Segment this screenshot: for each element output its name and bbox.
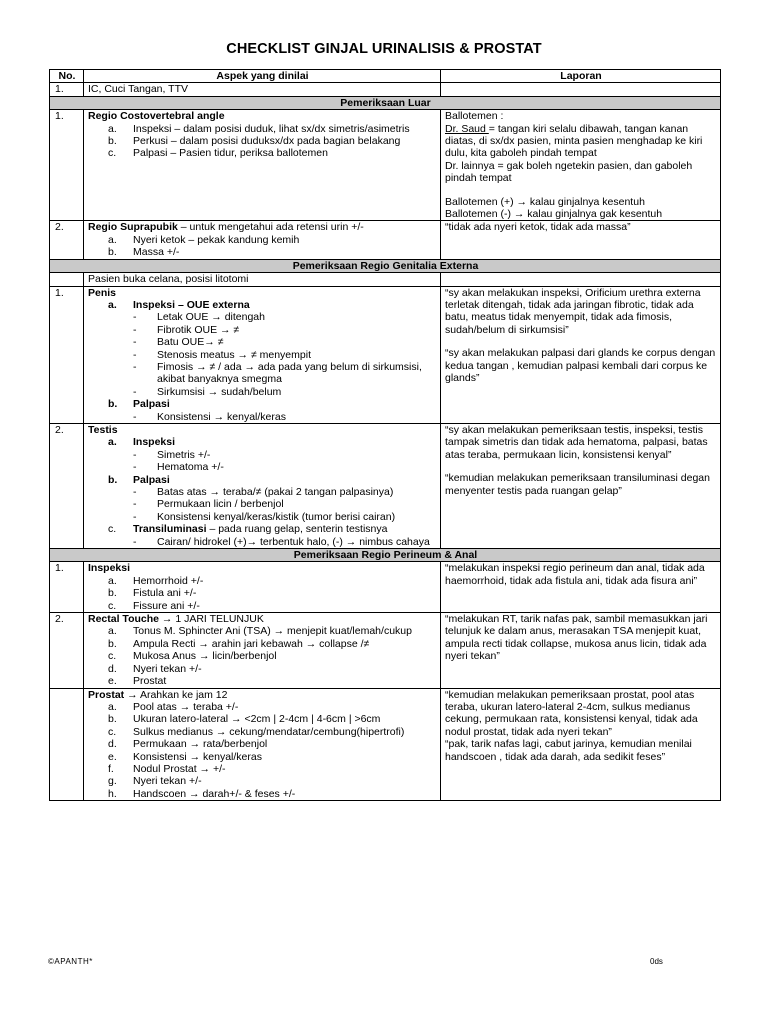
row-aspek: Pasien buka celana, posisi litotomi xyxy=(84,273,441,286)
list-item xyxy=(88,751,437,763)
list-text: Nyeri tekan +/- xyxy=(133,662,202,675)
laporan-text xyxy=(445,123,717,160)
list-text: Perkusi – dalam posisi duduksx/dx pada bagian belakang xyxy=(133,135,401,148)
list-text: Permukaan → rata/berbenjol xyxy=(133,738,268,751)
list-marker: a. xyxy=(108,122,117,135)
list-text: Permukaan licin / berbenjol xyxy=(157,498,284,511)
laporan-text: “pak, tarik nafas lagi, cabut jarinya, kemudian menilai handscoen , tidak ada darah, ada sedikit feses” xyxy=(445,738,692,763)
laporan-text: “sy akan melakukan inspeksi, Orificium urethra externa terletak ditengah, tidak ada jaringan fibrotic, tidak ada batu, meatus tidak menyempit, tidak ada fimosis, sudah/belum di sirkumsisi” xyxy=(445,286,701,336)
item-list xyxy=(88,701,437,800)
item-heading: Testis xyxy=(88,423,118,436)
list-marker: - xyxy=(133,461,137,474)
list-item xyxy=(88,650,437,662)
item-list xyxy=(88,625,437,687)
list-marker: - xyxy=(133,510,137,523)
list-marker: c. xyxy=(108,650,117,663)
list-text: Massa +/- xyxy=(133,246,180,259)
sub-heading xyxy=(88,398,437,410)
item-heading-rest: → 1 JARI TELUNJUK xyxy=(159,613,264,626)
row-aspek xyxy=(84,221,441,259)
list-marker: b. xyxy=(108,135,117,148)
sub-title: Inspeksi xyxy=(133,436,176,449)
list-text: Konsistensi → kenyal/keras xyxy=(157,410,286,423)
item-heading: Penis xyxy=(88,286,117,299)
list-text: Stenosis meatus → ≠ menyempit xyxy=(157,348,311,361)
row-number-empty xyxy=(50,688,84,801)
item-list xyxy=(88,449,437,474)
sub-heading xyxy=(88,523,437,535)
row-number: 2. xyxy=(50,221,84,259)
row-number: 1. xyxy=(50,562,84,613)
sub-heading xyxy=(88,436,437,448)
item-list xyxy=(88,536,437,548)
section-title: Pemeriksaan Luar xyxy=(50,96,721,109)
sub-title-rest: – pada ruang gelap, senterin testisnya xyxy=(206,523,388,536)
list-text: Letak OUE → ditengah xyxy=(157,311,265,324)
list-marker: g. xyxy=(108,775,117,788)
list-item xyxy=(88,386,437,398)
list-marker: a. xyxy=(108,625,117,638)
list-item xyxy=(88,246,437,258)
item-list xyxy=(88,575,437,612)
row-laporan: “melakukan RT, tarik nafas pak, sambil memasukkan jari telunjuk ke dalam anus, merasakan TSA menjepit kuat, ampula recti tidak collapse, mukosa anus licin, tidak ada nyeri tekan” xyxy=(441,613,721,688)
list-marker: d. xyxy=(108,738,117,751)
item-heading: Inspeksi xyxy=(88,562,131,575)
list-item xyxy=(88,638,437,650)
item-list xyxy=(88,123,437,160)
list-item xyxy=(88,498,437,510)
list-item xyxy=(88,726,437,738)
sub-marker: c. xyxy=(108,523,117,536)
list-marker: d. xyxy=(108,662,117,675)
sub-heading xyxy=(88,474,437,486)
list-marker: - xyxy=(133,336,137,349)
section-header-perineum xyxy=(50,549,721,562)
row-number: 2. xyxy=(50,613,84,688)
list-marker: h. xyxy=(108,787,117,800)
item-heading: Regio Suprapubik xyxy=(88,221,178,234)
checklist-table xyxy=(49,69,721,801)
list-item xyxy=(88,663,437,675)
row-laporan xyxy=(441,423,721,548)
list-text: Batas atas → teraba/≠ (pakai 2 tangan palpasinya) xyxy=(157,486,394,498)
item-heading: Prostat xyxy=(88,688,125,701)
row-aspek: IC, Cuci Tangan, TTV xyxy=(84,83,441,96)
item-list xyxy=(88,311,437,398)
row-laporan: “melakukan inspeksi regio perineum dan anal, tidak ada haemorrhoid, tidak ada fistula ani, tidak ada fisura ani” xyxy=(441,562,721,613)
list-item xyxy=(88,349,437,361)
list-item xyxy=(88,123,437,135)
table-row-prostat xyxy=(50,688,721,801)
list-item xyxy=(88,701,437,713)
list-marker: b. xyxy=(108,713,117,726)
item-list xyxy=(88,486,437,523)
list-marker: f. xyxy=(108,762,114,775)
list-item xyxy=(88,461,437,473)
list-marker: - xyxy=(133,385,137,398)
list-item xyxy=(88,486,437,498)
list-text: Hemorrhoid +/- xyxy=(133,574,204,587)
list-text: Konsistensi kenyal/keras/kistik (tumor berisi cairan) xyxy=(157,510,396,523)
list-marker: a. xyxy=(108,700,117,713)
list-marker: b. xyxy=(108,637,117,650)
list-item xyxy=(88,411,437,423)
section-header-luar xyxy=(50,96,721,109)
row-number: 1. xyxy=(50,83,84,96)
list-text: Palpasi – Pasien tidur, periksa ballotemen xyxy=(133,147,328,160)
list-marker: c. xyxy=(108,599,117,612)
list-text: Nodul Prostat → +/- xyxy=(133,762,226,775)
list-text: Ampula Recti → arahin jari kebawah → collapse /≠ xyxy=(133,637,370,650)
section-title: Pemeriksaan Regio Perineum & Anal xyxy=(50,549,721,562)
list-item xyxy=(88,625,437,637)
list-marker: b. xyxy=(108,246,117,259)
row-aspek xyxy=(84,423,441,548)
header-aspek: Aspek yang dinilai xyxy=(84,70,441,83)
item-heading: Rectal Touche xyxy=(88,613,159,626)
doctor-name: Dr. Saud xyxy=(445,122,489,135)
list-text: Cairan/ hidrokel (+)→ terbentuk halo, (-) → nimbus cahaya xyxy=(157,535,430,548)
table-row-cva xyxy=(50,110,721,221)
list-marker: a. xyxy=(108,233,117,246)
list-text: Tonus M. Sphincter Ani (TSA) → menjepit kuat/lemah/cukup xyxy=(133,625,412,638)
list-item xyxy=(88,324,437,336)
row-aspek xyxy=(84,688,441,801)
table-row-inspeksi xyxy=(50,562,721,613)
item-heading-rest: – untuk mengetahui ada retensi urin +/- xyxy=(177,221,364,234)
list-text: Sulkus medianus → cekung/mendatar/cembung(hipertrofi) xyxy=(133,725,405,738)
table-row-intro xyxy=(50,273,721,286)
laporan-text: “sy akan melakukan palpasi dari glands ke corpus dengan kedua tangan , kemudian palpasi kembali dari corpus ke glands” xyxy=(445,347,716,384)
list-text: Inspeksi – dalam posisi duduk, lihat sx/dx simetris/asimetris xyxy=(133,122,410,135)
laporan-text: “kemudian melakukan pemeriksaan transiluminasi degan menyenter testis pada ruangan gelap” xyxy=(445,472,710,497)
list-item xyxy=(88,763,437,775)
list-marker: - xyxy=(133,448,137,461)
row-number: 2. xyxy=(50,423,84,548)
item-heading-line xyxy=(88,689,437,701)
list-item xyxy=(88,234,437,246)
row-number: 1. xyxy=(50,286,84,423)
table-header-row xyxy=(50,70,721,83)
table-row-rectal xyxy=(50,613,721,688)
row-laporan-empty xyxy=(441,273,721,286)
list-item xyxy=(88,600,437,612)
header-no: No. xyxy=(50,70,84,83)
list-marker: - xyxy=(133,410,137,423)
row-aspek xyxy=(84,110,441,221)
item-heading: Regio Costovertebral angle xyxy=(88,110,225,123)
list-marker: - xyxy=(133,311,137,324)
laporan-text: Ballotemen (-) → kalau ginjalnya gak kesentuh xyxy=(445,208,663,221)
list-item xyxy=(88,135,437,147)
row-aspek xyxy=(84,562,441,613)
laporan-text xyxy=(445,160,717,185)
list-marker: - xyxy=(133,348,137,361)
sub-title: Transiluminasi xyxy=(133,523,207,536)
sub-marker: a. xyxy=(108,298,117,311)
list-text: Mukosa Anus → licin/berbenjol xyxy=(133,650,277,663)
item-list xyxy=(88,411,437,423)
list-item xyxy=(88,147,437,159)
list-text: Simetris +/- xyxy=(157,448,211,461)
laporan-detail: = tangan kiri selalu dibawah, tangan kanan diatas, di sx/dx pasien, minta pasien menghadap ke kiri dulu, kita gaboleh pindah tempat xyxy=(445,122,703,160)
table-row-ic xyxy=(50,83,721,96)
row-aspek xyxy=(84,286,441,423)
row-laporan xyxy=(441,286,721,423)
list-item xyxy=(88,449,437,461)
row-aspek xyxy=(84,613,441,688)
laporan-text: Ballotemen : xyxy=(445,110,504,123)
row-laporan: “tidak ada nyeri ketok, tidak ada massa” xyxy=(441,221,721,259)
item-heading-line xyxy=(88,221,437,233)
doctor-name: Dr. lainnya xyxy=(445,159,498,172)
section-header-genitalia xyxy=(50,259,721,272)
document-title: CHECKLIST GINJAL URINALISIS & PROSTAT xyxy=(226,41,542,57)
table-row-suprapubik xyxy=(50,221,721,259)
list-item xyxy=(88,575,437,587)
row-laporan xyxy=(441,688,721,801)
list-item xyxy=(88,361,437,386)
list-marker: - xyxy=(133,498,137,511)
list-text: Nyeri ketok – pekak kandung kemih xyxy=(133,233,300,246)
list-marker: c. xyxy=(108,147,117,160)
item-heading-line xyxy=(88,613,437,625)
item-heading-rest: → Arahkan ke jam 12 xyxy=(124,688,228,701)
list-text: Handscoen → darah+/- & feses +/- xyxy=(133,787,296,800)
header-laporan: Laporan xyxy=(441,70,721,83)
sub-title: Palpasi xyxy=(133,398,170,411)
row-laporan xyxy=(441,110,721,221)
list-item xyxy=(88,738,437,750)
laporan-text: Ballotemen (+) → kalau ginjalnya kesentuh xyxy=(445,195,645,208)
list-text: Batu OUE→ ≠ xyxy=(157,336,224,349)
laporan-text: “kemudian melakukan pemeriksaan prostat, pool atas teraba, ukuran latero-lateral 2-4cm, sulkus medianus cekung, permukaan rata, konsistensi kenyal, tidak ada nodul prostat, tidak ada nyeri tekan” xyxy=(445,688,698,738)
list-text: Sirkumsisi → sudah/belum xyxy=(157,385,282,398)
laporan-text: “sy akan melakukan pemeriksaan testis, inspeksi, testis tampak simetris dan tidak ada hematoma, palpasi, batas atas teraba, permukaan licin, konsistensi kenyal” xyxy=(445,423,708,461)
list-item xyxy=(88,713,437,725)
sub-title: Inspeksi – OUE externa xyxy=(133,298,250,311)
list-item xyxy=(88,336,437,348)
section-title: Pemeriksaan Regio Genitalia Externa xyxy=(50,259,721,272)
list-marker: - xyxy=(133,360,137,373)
list-item xyxy=(88,788,437,800)
sub-marker: b. xyxy=(108,473,118,486)
list-text: Fibrotik OUE → ≠ xyxy=(157,323,240,336)
laporan-detail: = gak boleh ngetekin pasien, dan gaboleh pindah tempat xyxy=(445,159,693,185)
list-item xyxy=(88,311,437,323)
list-item xyxy=(88,775,437,787)
list-text: Pool atas → teraba +/- xyxy=(133,700,239,713)
sub-marker: b. xyxy=(108,398,118,411)
list-marker: e. xyxy=(108,675,117,688)
list-text: Nyeri tekan +/- xyxy=(133,775,202,788)
list-text: Prostat xyxy=(133,675,167,688)
list-text: Fimosis → ≠ / ada → ada pada yang belum di sirkumsisi, akibat banyaknya smegma xyxy=(157,360,422,386)
row-number: 1. xyxy=(50,110,84,221)
list-text: Ukuran latero-lateral → <2cm | 2-4cm | 4-6cm | >6cm xyxy=(133,713,381,726)
list-marker: c. xyxy=(108,725,117,738)
list-item xyxy=(88,675,437,687)
list-text: Fistula ani +/- xyxy=(133,587,197,600)
list-marker: a. xyxy=(108,574,117,587)
table-row-testis xyxy=(50,423,721,548)
list-item xyxy=(88,587,437,599)
list-item xyxy=(88,536,437,548)
list-item xyxy=(88,511,437,523)
list-text: Hematoma +/- xyxy=(157,461,224,474)
row-laporan-empty xyxy=(441,83,721,96)
sub-marker: a. xyxy=(108,436,117,449)
footer-left-mark: ©APANTH* xyxy=(48,957,93,966)
list-text: Fissure ani +/- xyxy=(133,599,200,612)
sub-heading xyxy=(88,299,437,311)
item-list xyxy=(88,234,437,259)
sub-title: Palpasi xyxy=(133,473,170,486)
list-marker: e. xyxy=(108,750,117,763)
list-text: Konsistensi → kenyal/keras xyxy=(133,750,262,763)
list-marker: - xyxy=(133,486,137,498)
list-marker: - xyxy=(133,535,137,548)
footer-right-mark: 0ds xyxy=(650,957,663,966)
table-row-penis xyxy=(50,286,721,423)
row-number-empty xyxy=(50,273,84,286)
list-marker: - xyxy=(133,323,137,336)
list-marker: b. xyxy=(108,587,117,600)
